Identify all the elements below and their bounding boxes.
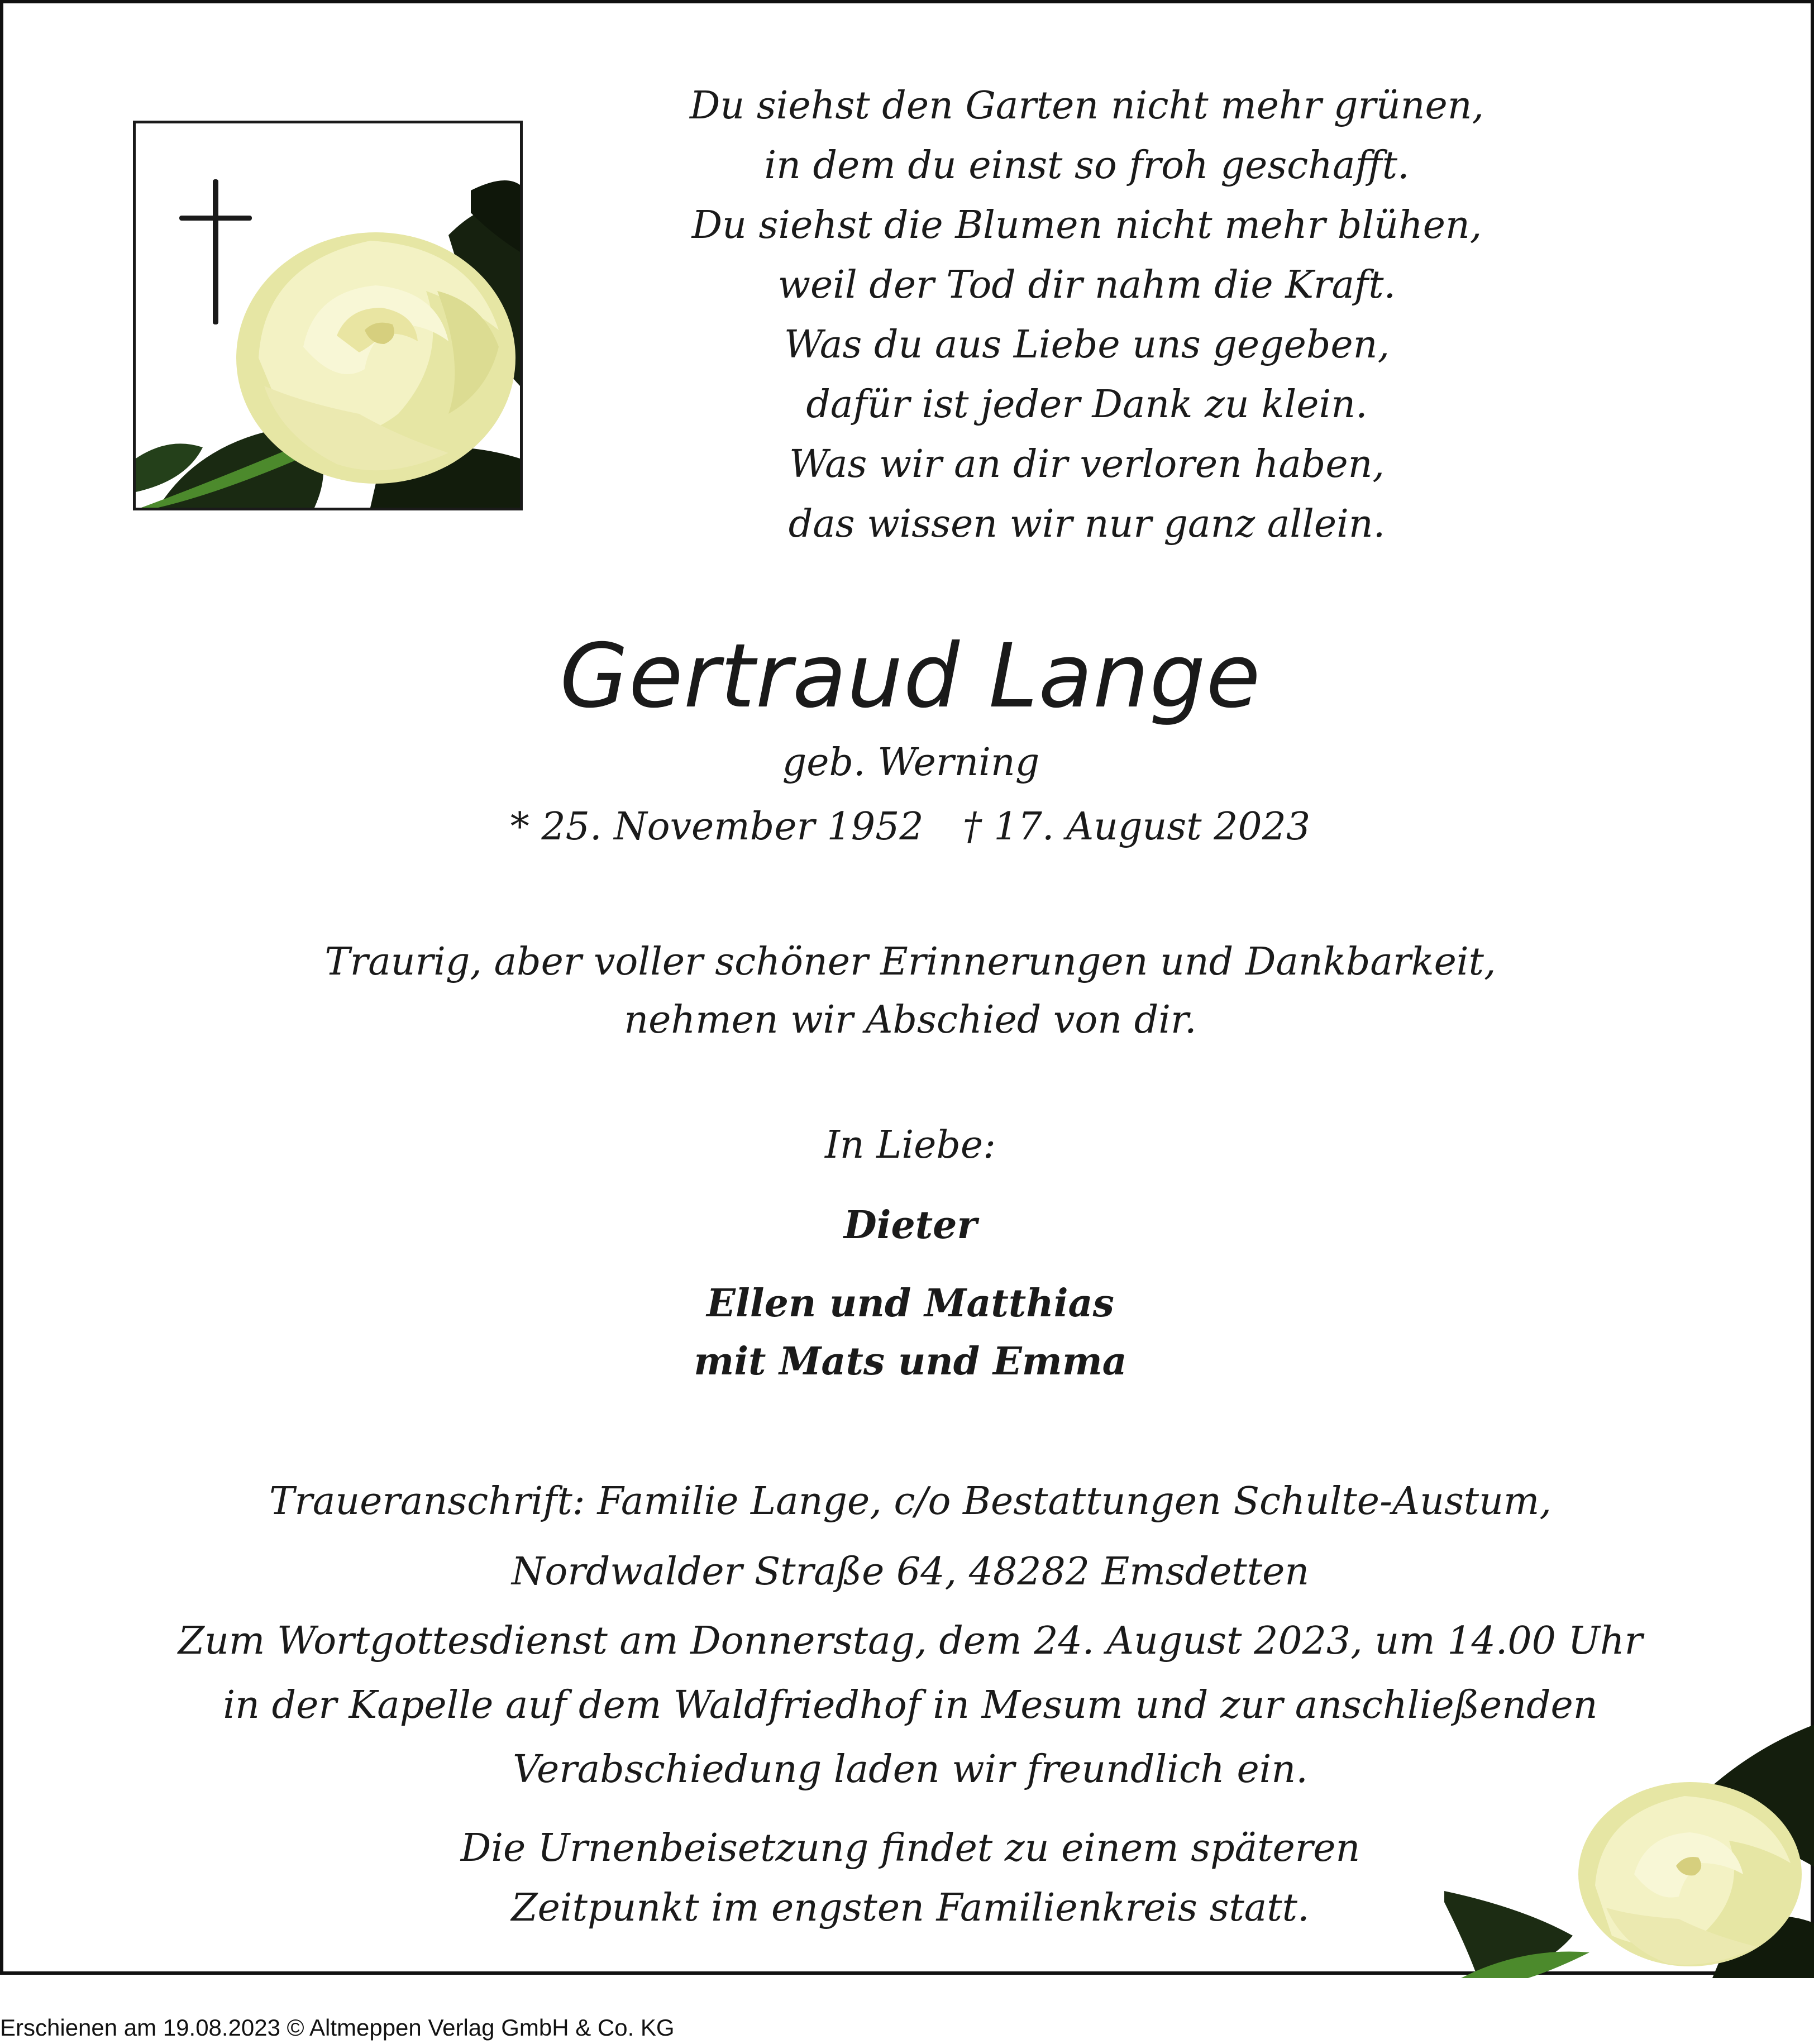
farewell-line: nehmen wir Abschied von dir.	[624, 998, 1197, 1042]
burial-line: Zeitpunkt im engsten Familienkreis statt.	[511, 1886, 1310, 1930]
poem-line: weil der Tod dir nahm die Kraft.	[777, 263, 1396, 307]
mourner-line: Ellen und Matthias	[706, 1281, 1114, 1326]
poem-line: Was wir an dir verloren haben,	[789, 442, 1385, 486]
poem-line: dafür ist jeder Dank zu klein.	[806, 383, 1368, 427]
service-line: in der Kapelle auf dem Waldfriedhof in Mesum und zur anschließenden	[223, 1683, 1598, 1727]
birth-date: * 25. November 1952	[510, 805, 924, 849]
poem-line: in dem du einst so froh geschafft.	[764, 144, 1410, 188]
poem-line: Was du aus Liebe uns gegeben,	[784, 323, 1390, 367]
deceased-name: Gertraud Lange	[560, 625, 1261, 728]
rose-cross-image	[133, 121, 523, 510]
poem-line: Du siehst den Garten nicht mehr grünen,	[689, 84, 1484, 128]
maiden-name: geb. Werning	[782, 741, 1040, 785]
poem	[651, 76, 1522, 554]
service-line: Verabschiedung laden wir freundlich ein.	[513, 1747, 1308, 1792]
poem-line: das wissen wir nur ganz allein.	[788, 502, 1386, 546]
farewell-line: Traurig, aber voller schöner Erinnerungen und Dankbarkeit,	[324, 940, 1496, 984]
death-date: † 17. August 2023	[962, 805, 1311, 849]
mourner-family	[3, 1274, 1814, 1391]
poem-line: Du siehst die Blumen nicht mehr blühen,	[691, 203, 1482, 247]
farewell-text	[3, 933, 1814, 1049]
address-line: Traueranschrift: Familie Lange, c/o Bestattungen Schulte-Austum,	[269, 1479, 1552, 1524]
in-love-label: In Liebe:	[824, 1123, 996, 1167]
burial-line: Die Urnenbeisetzung findet zu einem späteren	[460, 1826, 1360, 1870]
mourning-address	[3, 1467, 1814, 1607]
life-dates	[3, 802, 1814, 852]
mourner-line: mit Mats und Emma	[694, 1339, 1127, 1384]
service-line: Zum Wortgottesdienst am Donnerstag, dem 24. August 2023, um 14.00 Uhr	[178, 1619, 1643, 1663]
rose-corner-image	[1444, 1723, 1814, 1978]
publication-footer: Erschienen am 19.08.2023 © Altmeppen Verlag GmbH & Co. KG	[0, 2014, 675, 2041]
mourner-name: Dieter	[843, 1203, 977, 1248]
address-line: Nordwalder Straße 64, 48282 Emsdetten	[511, 1550, 1310, 1594]
rose-illustration	[136, 123, 520, 508]
rose-illustration	[1444, 1723, 1814, 1978]
